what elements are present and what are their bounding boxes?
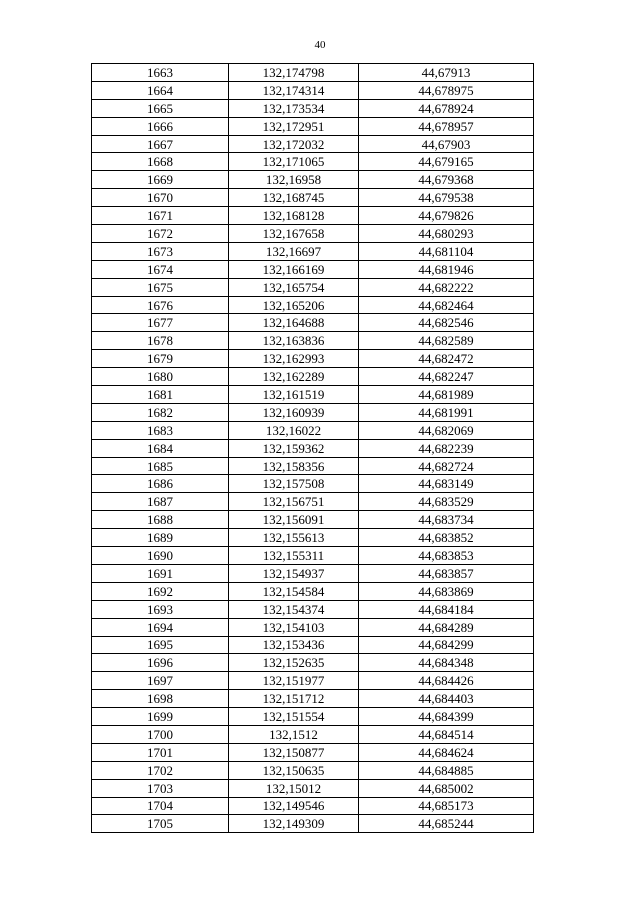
table-row [92, 815, 534, 833]
y-coordinate-cell: 44,681989 [359, 386, 534, 404]
point-number-cell: 1673 [92, 242, 229, 260]
table-row [92, 207, 534, 225]
y-coordinate-cell: 44,679165 [359, 153, 534, 171]
table-row [92, 439, 534, 457]
point-number-cell: 1683 [92, 421, 229, 439]
y-coordinate-cell: 44,679538 [359, 189, 534, 207]
table-row [92, 708, 534, 726]
y-coordinate-cell: 44,684885 [359, 761, 534, 779]
coordinates-table [91, 63, 534, 833]
point-number-cell: 1668 [92, 153, 229, 171]
point-number-cell: 1695 [92, 636, 229, 654]
point-number-cell: 1675 [92, 278, 229, 296]
y-coordinate-cell: 44,682724 [359, 457, 534, 475]
point-number-cell: 1684 [92, 439, 229, 457]
y-coordinate-cell: 44,67903 [359, 135, 534, 153]
table-row [92, 153, 534, 171]
table-row [92, 403, 534, 421]
y-coordinate-cell: 44,683869 [359, 582, 534, 600]
x-coordinate-cell: 132,156091 [229, 511, 359, 529]
table-row [92, 117, 534, 135]
point-number-cell: 1672 [92, 225, 229, 243]
y-coordinate-cell: 44,683852 [359, 529, 534, 547]
y-coordinate-cell: 44,67913 [359, 64, 534, 82]
table-row [92, 511, 534, 529]
x-coordinate-cell: 132,174314 [229, 81, 359, 99]
table-row [92, 672, 534, 690]
point-number-cell: 1682 [92, 403, 229, 421]
x-coordinate-cell: 132,163836 [229, 332, 359, 350]
y-coordinate-cell: 44,682589 [359, 332, 534, 350]
y-coordinate-cell: 44,683149 [359, 475, 534, 493]
y-coordinate-cell: 44,683853 [359, 547, 534, 565]
point-number-cell: 1685 [92, 457, 229, 475]
y-coordinate-cell: 44,683734 [359, 511, 534, 529]
x-coordinate-cell: 132,152635 [229, 654, 359, 672]
point-number-cell: 1677 [92, 314, 229, 332]
y-coordinate-cell: 44,684514 [359, 725, 534, 743]
x-coordinate-cell: 132,1512 [229, 725, 359, 743]
x-coordinate-cell: 132,149309 [229, 815, 359, 833]
point-number-cell: 1688 [92, 511, 229, 529]
page-number: 40 [314, 39, 326, 51]
y-coordinate-cell: 44,679368 [359, 171, 534, 189]
x-coordinate-cell: 132,157508 [229, 475, 359, 493]
point-number-cell: 1697 [92, 672, 229, 690]
point-number-cell: 1664 [92, 81, 229, 99]
y-coordinate-cell: 44,684184 [359, 600, 534, 618]
y-coordinate-cell: 44,684403 [359, 690, 534, 708]
point-number-cell: 1670 [92, 189, 229, 207]
x-coordinate-cell: 132,168745 [229, 189, 359, 207]
table-row [92, 189, 534, 207]
x-coordinate-cell: 132,167658 [229, 225, 359, 243]
table-row [92, 564, 534, 582]
point-number-cell: 1704 [92, 797, 229, 815]
x-coordinate-cell: 132,159362 [229, 439, 359, 457]
table-row [92, 64, 534, 82]
x-coordinate-cell: 132,150877 [229, 743, 359, 761]
table-row [92, 547, 534, 565]
y-coordinate-cell: 44,682472 [359, 350, 534, 368]
table-row [92, 99, 534, 117]
y-coordinate-cell: 44,682247 [359, 368, 534, 386]
point-number-cell: 1700 [92, 725, 229, 743]
table-row [92, 618, 534, 636]
table-row [92, 457, 534, 475]
x-coordinate-cell: 132,172032 [229, 135, 359, 153]
x-coordinate-cell: 132,160939 [229, 403, 359, 421]
y-coordinate-cell: 44,684289 [359, 618, 534, 636]
y-coordinate-cell: 44,684399 [359, 708, 534, 726]
x-coordinate-cell: 132,171065 [229, 153, 359, 171]
table-row [92, 242, 534, 260]
table-row [92, 761, 534, 779]
table-row [92, 225, 534, 243]
point-number-cell: 1676 [92, 296, 229, 314]
y-coordinate-cell: 44,679826 [359, 207, 534, 225]
y-coordinate-cell: 44,681104 [359, 242, 534, 260]
table-row [92, 582, 534, 600]
y-coordinate-cell: 44,685002 [359, 779, 534, 797]
y-coordinate-cell: 44,684299 [359, 636, 534, 654]
table-row [92, 421, 534, 439]
table-row [92, 296, 534, 314]
y-coordinate-cell: 44,682069 [359, 421, 534, 439]
table-row [92, 493, 534, 511]
point-number-cell: 1667 [92, 135, 229, 153]
coordinates-table-body [92, 64, 534, 833]
point-number-cell: 1666 [92, 117, 229, 135]
table-row [92, 779, 534, 797]
table-row [92, 386, 534, 404]
table-row [92, 350, 534, 368]
y-coordinate-cell: 44,682464 [359, 296, 534, 314]
point-number-cell: 1701 [92, 743, 229, 761]
table-row [92, 743, 534, 761]
x-coordinate-cell: 132,151977 [229, 672, 359, 690]
point-number-cell: 1705 [92, 815, 229, 833]
y-coordinate-cell: 44,681991 [359, 403, 534, 421]
point-number-cell: 1663 [92, 64, 229, 82]
table-row [92, 636, 534, 654]
x-coordinate-cell: 132,165754 [229, 278, 359, 296]
point-number-cell: 1681 [92, 386, 229, 404]
point-number-cell: 1671 [92, 207, 229, 225]
x-coordinate-cell: 132,150635 [229, 761, 359, 779]
y-coordinate-cell: 44,683529 [359, 493, 534, 511]
point-number-cell: 1698 [92, 690, 229, 708]
point-number-cell: 1696 [92, 654, 229, 672]
y-coordinate-cell: 44,684624 [359, 743, 534, 761]
table-row [92, 314, 534, 332]
x-coordinate-cell: 132,158356 [229, 457, 359, 475]
point-number-cell: 1689 [92, 529, 229, 547]
point-number-cell: 1703 [92, 779, 229, 797]
y-coordinate-cell: 44,683857 [359, 564, 534, 582]
x-coordinate-cell: 132,15012 [229, 779, 359, 797]
x-coordinate-cell: 132,155311 [229, 547, 359, 565]
x-coordinate-cell: 132,172951 [229, 117, 359, 135]
table-row [92, 475, 534, 493]
x-coordinate-cell: 132,155613 [229, 529, 359, 547]
table-row [92, 171, 534, 189]
table-row [92, 368, 534, 386]
x-coordinate-cell: 132,153436 [229, 636, 359, 654]
x-coordinate-cell: 132,173534 [229, 99, 359, 117]
point-number-cell: 1699 [92, 708, 229, 726]
point-number-cell: 1680 [92, 368, 229, 386]
x-coordinate-cell: 132,162289 [229, 368, 359, 386]
table-row [92, 332, 534, 350]
x-coordinate-cell: 132,149546 [229, 797, 359, 815]
point-number-cell: 1690 [92, 547, 229, 565]
x-coordinate-cell: 132,165206 [229, 296, 359, 314]
point-number-cell: 1692 [92, 582, 229, 600]
point-number-cell: 1674 [92, 260, 229, 278]
table-row [92, 690, 534, 708]
x-coordinate-cell: 132,151712 [229, 690, 359, 708]
point-number-cell: 1693 [92, 600, 229, 618]
y-coordinate-cell: 44,678924 [359, 99, 534, 117]
x-coordinate-cell: 132,161519 [229, 386, 359, 404]
x-coordinate-cell: 132,154937 [229, 564, 359, 582]
point-number-cell: 1687 [92, 493, 229, 511]
x-coordinate-cell: 132,154584 [229, 582, 359, 600]
x-coordinate-cell: 132,154374 [229, 600, 359, 618]
x-coordinate-cell: 132,151554 [229, 708, 359, 726]
point-number-cell: 1702 [92, 761, 229, 779]
y-coordinate-cell: 44,682239 [359, 439, 534, 457]
point-number-cell: 1686 [92, 475, 229, 493]
y-coordinate-cell: 44,681946 [359, 260, 534, 278]
x-coordinate-cell: 132,174798 [229, 64, 359, 82]
x-coordinate-cell: 132,162993 [229, 350, 359, 368]
y-coordinate-cell: 44,684426 [359, 672, 534, 690]
y-coordinate-cell: 44,678957 [359, 117, 534, 135]
table-row [92, 278, 534, 296]
x-coordinate-cell: 132,154103 [229, 618, 359, 636]
x-coordinate-cell: 132,164688 [229, 314, 359, 332]
y-coordinate-cell: 44,685173 [359, 797, 534, 815]
y-coordinate-cell: 44,682546 [359, 314, 534, 332]
table-row [92, 260, 534, 278]
y-coordinate-cell: 44,684348 [359, 654, 534, 672]
table-row [92, 725, 534, 743]
table-row [92, 135, 534, 153]
x-coordinate-cell: 132,156751 [229, 493, 359, 511]
point-number-cell: 1679 [92, 350, 229, 368]
x-coordinate-cell: 132,16697 [229, 242, 359, 260]
point-number-cell: 1665 [92, 99, 229, 117]
table-row [92, 81, 534, 99]
x-coordinate-cell: 132,166169 [229, 260, 359, 278]
y-coordinate-cell: 44,682222 [359, 278, 534, 296]
x-coordinate-cell: 132,16022 [229, 421, 359, 439]
table-row [92, 654, 534, 672]
table-row [92, 797, 534, 815]
table-row [92, 600, 534, 618]
point-number-cell: 1678 [92, 332, 229, 350]
x-coordinate-cell: 132,16958 [229, 171, 359, 189]
y-coordinate-cell: 44,680293 [359, 225, 534, 243]
point-number-cell: 1694 [92, 618, 229, 636]
x-coordinate-cell: 132,168128 [229, 207, 359, 225]
y-coordinate-cell: 44,678975 [359, 81, 534, 99]
point-number-cell: 1669 [92, 171, 229, 189]
table-row [92, 529, 534, 547]
y-coordinate-cell: 44,685244 [359, 815, 534, 833]
point-number-cell: 1691 [92, 564, 229, 582]
